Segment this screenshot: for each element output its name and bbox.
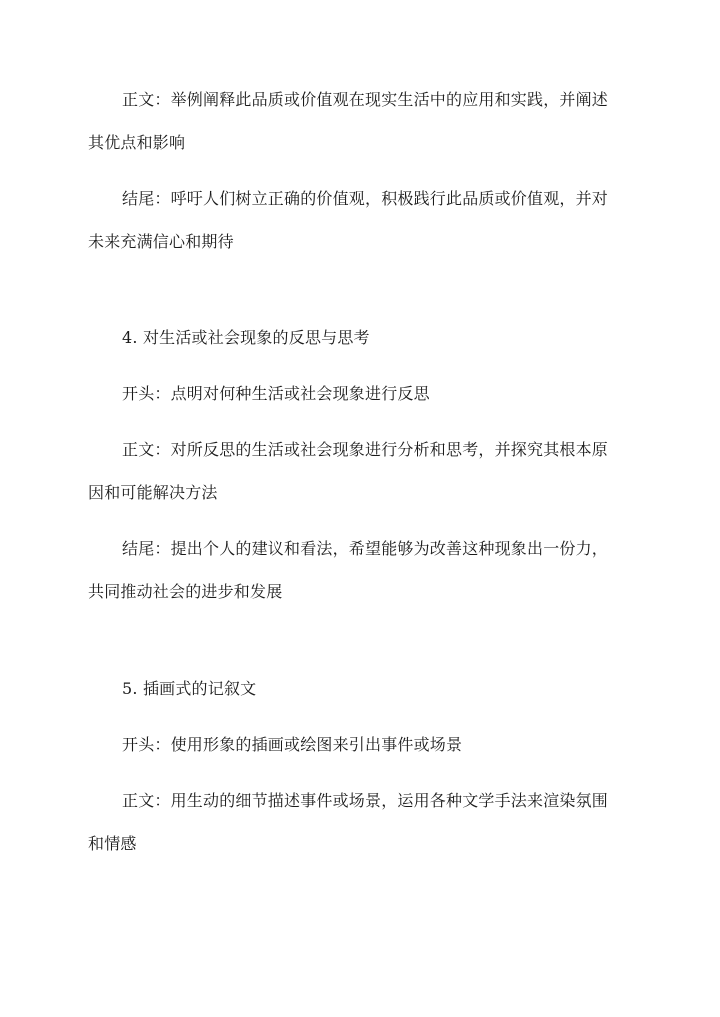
paragraph-line: 正文：用生动的细节描述事件或场景，运用各种文学手法来渲染氛围 [122, 791, 609, 810]
section-heading: 4. 对生活或社会现象的反思与思考 [122, 328, 370, 347]
paragraph-line: 未来充满信心和期待 [88, 232, 234, 251]
paragraph-line: 结尾：提出个人的建议和看法，希望能够为改善这种现象出一份力， [122, 539, 609, 558]
paragraph-line: 因和可能解决方法 [88, 483, 218, 502]
paragraph-line: 共同推动社会的进步和发展 [88, 582, 283, 601]
paragraph-line: 正文：对所反思的生活或社会现象进行分析和思考，并探究其根本原 [122, 440, 609, 459]
paragraph-line: 正文：举例阐释此品质或价值观在现实生活中的应用和实践，并阐述 [122, 90, 609, 109]
paragraph-line: 其优点和影响 [88, 133, 186, 152]
paragraph-line: 开头：点明对何种生活或社会现象进行反思 [122, 384, 430, 403]
paragraph-line: 开头：使用形象的插画或绘图来引出事件或场景 [122, 735, 463, 754]
paragraph-line: 结尾：呼吁人们树立正确的价值观，积极践行此品质或价值观，并对 [122, 189, 609, 208]
section-heading: 5. 插画式的记叙文 [122, 679, 257, 698]
paragraph-line: 和情感 [88, 834, 137, 853]
